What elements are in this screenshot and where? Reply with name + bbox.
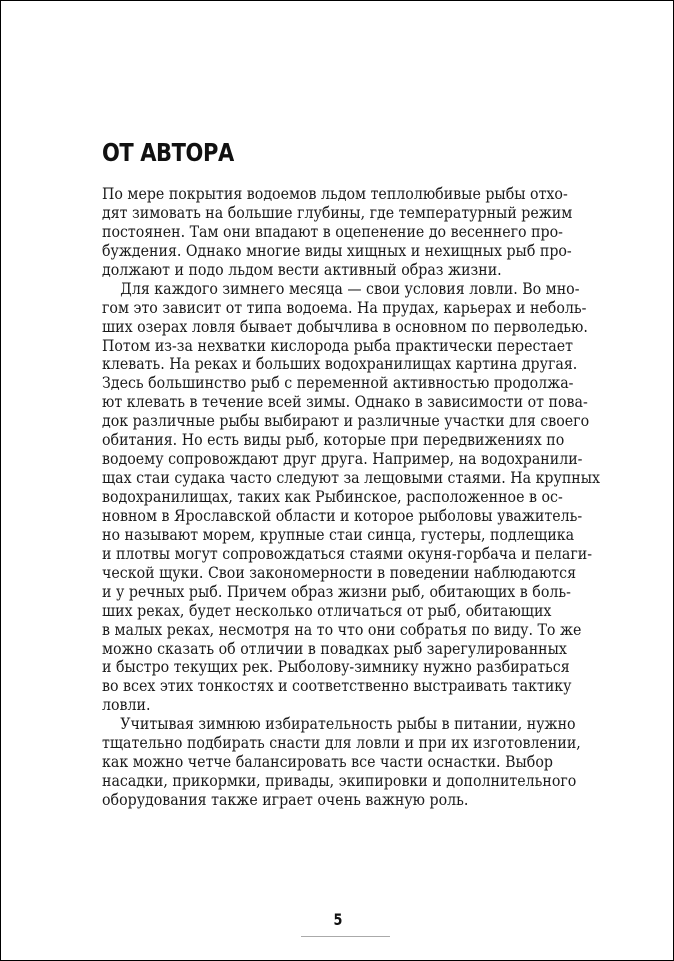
text-line: можно сказать об отличии в повадках рыб зарегулированных <box>102 639 567 658</box>
text-line: Потом из-за нехватки кислорода рыба практически перестает <box>102 336 573 355</box>
text-line: насадки, прикормки, привады, экипировки и дополнительного <box>102 772 577 791</box>
text-line: клевать. На реках и больших водохранилищах картина другая. <box>102 355 578 374</box>
page-number-rule <box>301 936 390 937</box>
text-line: ют клевать в течение всей зимы. Однако в зависимости от пова- <box>102 393 588 412</box>
text-line: должают и подо льдом вести активный образ жизни. <box>102 260 502 279</box>
text-line: док различные рыбы выбирают и различные участки для своего <box>102 412 590 431</box>
text-line: ческой щуки. Свои закономерности в поведении наблюдаются <box>102 563 577 582</box>
text-line: водоему сопровождают друг друга. Например, на водохранили- <box>102 450 583 469</box>
text-line: ловли. <box>102 696 151 715</box>
page-title: ОТ АВТОРА <box>102 138 234 167</box>
text-line: гом это зависит от типа водоема. На прудах, карьерах и неболь- <box>102 298 587 317</box>
body-text <box>102 185 601 810</box>
text-line: Здесь большинство рыб с переменной активностью продолжа- <box>102 374 574 393</box>
text-line: и быстро текущих рек. Рыболову-зимнику нужно разбираться <box>102 658 570 677</box>
text-line: щах стаи судака часто следуют за лещовыми стаями. На крупных <box>102 469 601 488</box>
text-line: тщательно подбирать снасти для ловли и при их изготовлении, <box>102 734 581 753</box>
text-line: и плотвы могут сопровождаться стаями окуня-горбача и пелаги- <box>102 544 593 563</box>
text-line: постоянен. Там они впадают в оцепенение до весеннего про- <box>102 222 563 241</box>
text-line: Учитывая зимнюю избирательность рыбы в питании, нужно <box>120 715 576 734</box>
page-number: 5 <box>333 910 343 929</box>
text-line: новном в Ярославской области и которое рыболовы уважитель- <box>102 506 583 525</box>
text-line: дят зимовать на большие глубины, где температурный режим <box>102 203 573 222</box>
text-line: во всех этих тонкостях и соответственно выстраивать тактику <box>102 677 572 696</box>
text-line: водохранилищах, таких как Рыбинское, расположенное в ос- <box>102 488 563 506</box>
text-line: Для каждого зимнего месяца — свои условия ловли. Во мно- <box>120 279 580 298</box>
text-line: ших реках, будет несколько отличаться от рыб, обитающих <box>102 601 552 620</box>
text-line: в малых реках, несмотря на то что они собратья по виду. То же <box>102 620 582 639</box>
text-line: По мере покрытия водоемов льдом теплолюбивые рыбы отхо- <box>102 185 568 203</box>
text-line: как можно четче балансировать все части оснастки. Выбор <box>102 753 553 772</box>
text-line: но называют морем, крупные стаи синца, густеры, подлещика <box>102 525 575 544</box>
text-line: буждения. Однако многие виды хищных и нехищных рыб про- <box>102 241 572 260</box>
text-line: обитания. Но есть виды рыб, которые при передвижениях по <box>102 431 565 450</box>
text-line: и у речных рыб. Причем образ жизни рыб, обитающих в боль- <box>102 582 571 601</box>
text-line: ших озерах ловля бывает добычлива в основном по перволедью. <box>102 317 588 336</box>
text-line: оборудования также играет очень важную роль. <box>102 791 469 809</box>
